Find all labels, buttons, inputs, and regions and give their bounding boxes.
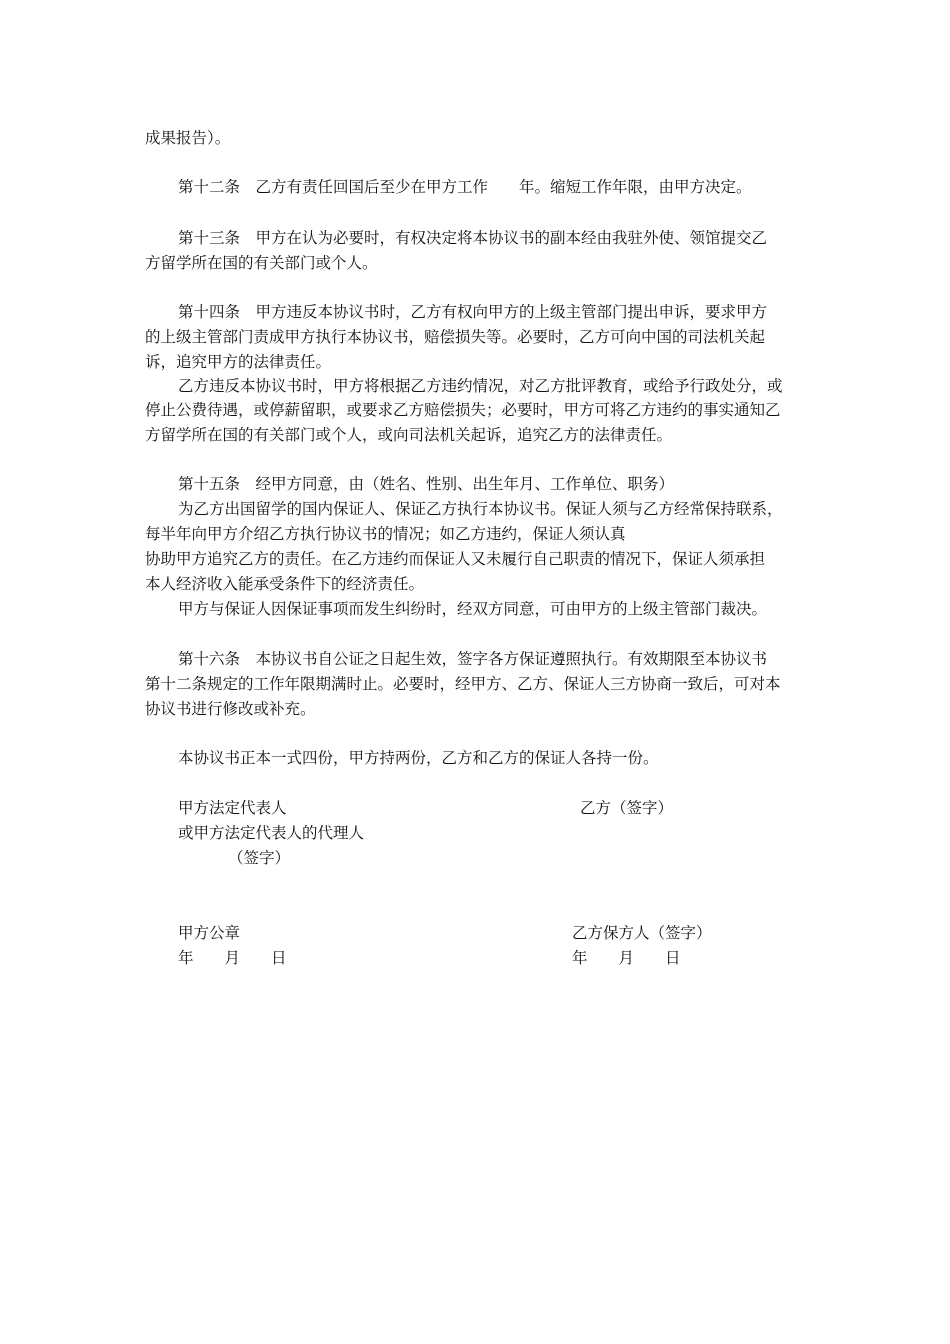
article-15-line-5: 本人经济收入能承受条件下的经济责任。 (145, 575, 425, 593)
party-a-sign-label: （签字） (228, 849, 291, 867)
article-14-line-1: 第十四条 甲方违反本协议书时，乙方有权向甲方的上级主管部门提出申诉，要求甲方 (178, 303, 768, 321)
article-14-line-2: 的上级主管部门责成甲方执行本协议书，赔偿损失等。必要时，乙方可向中国的司法机关起 (145, 328, 766, 346)
article-16-line-2: 第十二条规定的工作年限期满时止。必要时，经甲方、乙方、保证人三方协商一致后，可对本 (145, 675, 781, 693)
article-15-line-4: 协助甲方追究乙方的责任。在乙方违约而保证人又未履行自己职责的情况下，保证人须承担 (145, 550, 766, 568)
article-15-line-1: 第十五条 经甲方同意，由（姓名、性别、出生年月、工作单位、职务） (178, 475, 675, 493)
article-13-line-2: 方留学所在国的有关部门或个人。 (145, 254, 378, 272)
party-a-seal-label: 甲方公章 (178, 924, 241, 942)
article-16-line-3: 协议书进行修改或补充。 (145, 700, 316, 718)
article-15-line-2: 为乙方出国留学的国内保证人、保证乙方执行本协议书。保证人须与乙方经常保持联系， (178, 500, 783, 518)
article-12: 第十二条 乙方有责任回国后至少在甲方工作 年。缩短工作年限，由甲方决定。 (178, 178, 752, 196)
article-15-line-6: 甲方与保证人因保证事项而发生纠纷时，经双方同意，可由甲方的上级主管部门裁决。 (178, 600, 768, 618)
party-a-rep-label: 甲方法定代表人 (178, 799, 287, 817)
article-16-line-1: 第十六条 本协议书自公证之日起生效，签字各方保证遵照执行。有效期限至本协议书 (178, 650, 768, 668)
article-14-line-3: 诉，追究甲方的法律责任。 (145, 353, 332, 371)
party-a-date: 年 月 日 (178, 949, 287, 967)
article-14-line-5: 停止公费待遇，或停薪留职，或要求乙方赔偿损失；必要时，甲方可将乙方违约的事实通知乙 (145, 401, 781, 419)
party-a-agent-label: 或甲方法定代表人的代理人 (178, 824, 365, 842)
party-b-sign-label: 乙方（签字） (580, 799, 674, 817)
article-14-line-6: 方留学所在国的有关部门或个人，或向司法机关起诉，追究乙方的法律责任。 (145, 426, 673, 444)
article-13-line-1: 第十三条 甲方在认为必要时，有权决定将本协议书的副本经由我驻外使、领馆提交乙 (178, 229, 768, 247)
guarantor-date: 年 月 日 (572, 949, 681, 967)
guarantor-sign-label: 乙方保方人（签字） (572, 924, 712, 942)
text-line-1: 成果报告）。 (145, 129, 231, 147)
article-14-line-4: 乙方违反本协议书时，甲方将根据乙方违约情况，对乙方批评教育，或给予行政处分，或 (178, 377, 783, 395)
copies-clause: 本协议书正本一式四份，甲方持两份，乙方和乙方的保证人各持一份。 (178, 749, 659, 767)
article-15-line-3: 每半年向甲方介绍乙方执行协议书的情况；如乙方违约，保证人须认真 (145, 525, 626, 543)
